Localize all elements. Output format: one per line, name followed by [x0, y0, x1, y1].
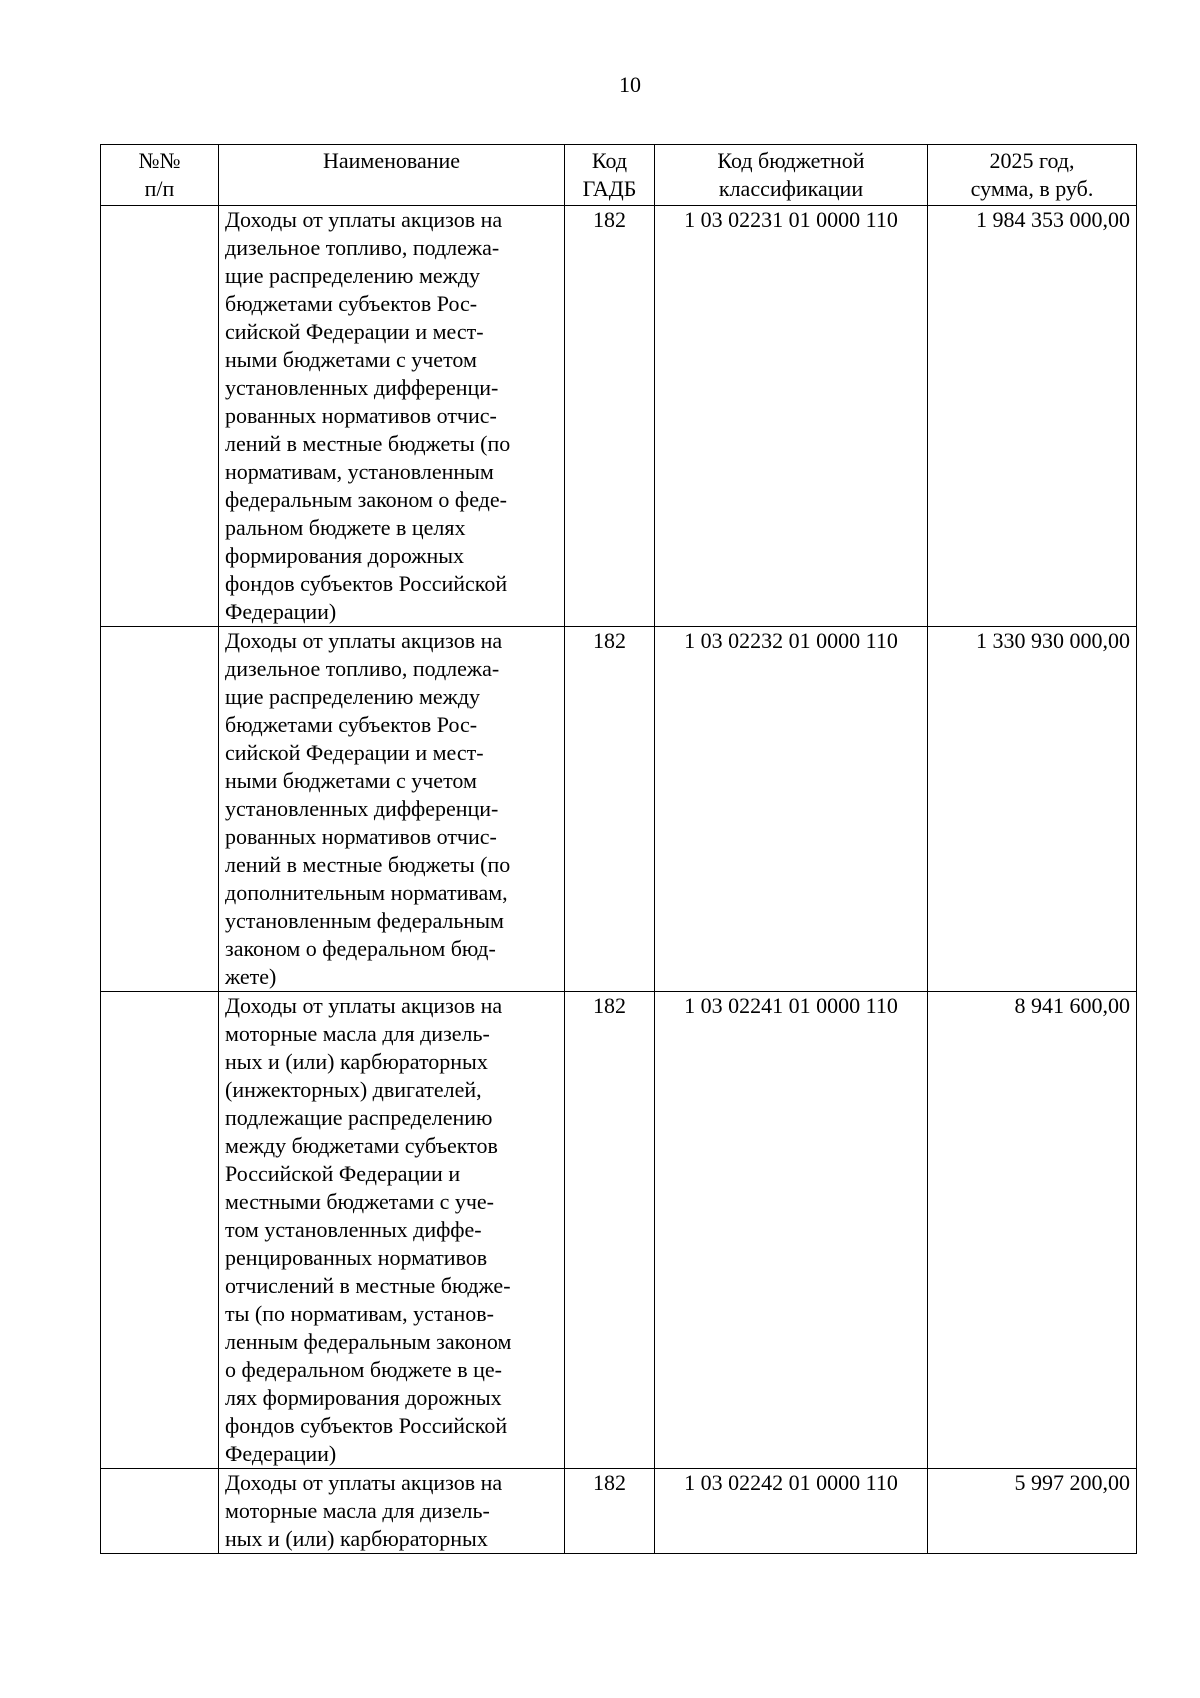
- header-gadb-line2: ГАДБ: [582, 176, 637, 201]
- row-num: [101, 627, 219, 992]
- table-header: [101, 145, 1137, 206]
- row-sum: 5 997 200,00: [928, 1469, 1137, 1554]
- row-kbk: 1 03 02242 01 0000 110: [655, 1469, 928, 1554]
- row-num: [101, 992, 219, 1469]
- row-kbk: 1 03 02232 01 0000 110: [655, 627, 928, 992]
- header-gadb: [565, 145, 655, 206]
- row-gadb: 182: [565, 206, 655, 627]
- row-name: Доходы от уплаты акцизов на дизельное топливо, подлежа- щие распределению между бюджетами субъектов Рос- сийской Федерации и мест- ными бюджетами с учетом установленных дифференци- рованных нормативов отчис- лений в местные бюджеты (по нормативам, установленным федеральным законом о феде- ральном бюджете в целях формирования дорожных фондов субъектов Российской Федерации): [219, 206, 565, 627]
- row-name: Доходы от уплаты акцизов на моторные масла для дизель- ных и (или) карбюраторных: [219, 1469, 565, 1554]
- header-kbk: [655, 145, 928, 206]
- header-name: Наименование: [219, 145, 565, 206]
- table-row: [101, 206, 1137, 627]
- revenue-table: [100, 144, 1137, 1554]
- header-kbk-line2: классификации: [718, 176, 864, 201]
- table-row: [101, 1469, 1137, 1554]
- header-num-line1: №№: [138, 148, 181, 173]
- row-sum: 8 941 600,00: [928, 992, 1137, 1469]
- row-kbk: 1 03 02241 01 0000 110: [655, 992, 928, 1469]
- row-sum: 1 984 353 000,00: [928, 206, 1137, 627]
- row-gadb: 182: [565, 992, 655, 1469]
- row-kbk: 1 03 02231 01 0000 110: [655, 206, 928, 627]
- header-num: [101, 145, 219, 206]
- row-gadb: 182: [565, 1469, 655, 1554]
- row-num: [101, 206, 219, 627]
- row-sum: 1 330 930 000,00: [928, 627, 1137, 992]
- table-row: [101, 992, 1137, 1469]
- table-row: [101, 627, 1137, 992]
- row-gadb: 182: [565, 627, 655, 992]
- header-num-line2: п/п: [144, 176, 175, 201]
- header-gadb-line1: Код: [591, 148, 628, 173]
- header-row: [101, 145, 1137, 206]
- header-sum: [928, 145, 1137, 206]
- header-sum-line2: сумма, в руб.: [970, 176, 1094, 201]
- header-kbk-line1: Код бюджетной: [717, 148, 865, 173]
- row-name: Доходы от уплаты акцизов на моторные масла для дизель- ных и (или) карбюраторных (инжекторных) двигателей, подлежащие распределению между бюджетами субъектов Российской Федерации и местными бюджетами с уче- том установленных диффе- ренцированных нормативов отчислений в местные бюдже- ты (по нормативам, установ- ленным федеральным законом о федеральном бюджете в це- лях формирования дорожных фондов субъектов Российской Федерации): [219, 992, 565, 1469]
- page-number: 10: [619, 72, 641, 97]
- row-num: [101, 1469, 219, 1554]
- table-body: [101, 206, 1137, 1554]
- header-sum-line1: 2025 год,: [989, 148, 1075, 173]
- row-name: Доходы от уплаты акцизов на дизельное топливо, подлежа- щие распределению между бюджетами субъектов Рос- сийской Федерации и мест- ными бюджетами с учетом установленных дифференци- рованных нормативов отчис- лений в местные бюджеты (по дополнительным нормативам, установленным федеральным законом о федеральном бюд- жете): [219, 627, 565, 992]
